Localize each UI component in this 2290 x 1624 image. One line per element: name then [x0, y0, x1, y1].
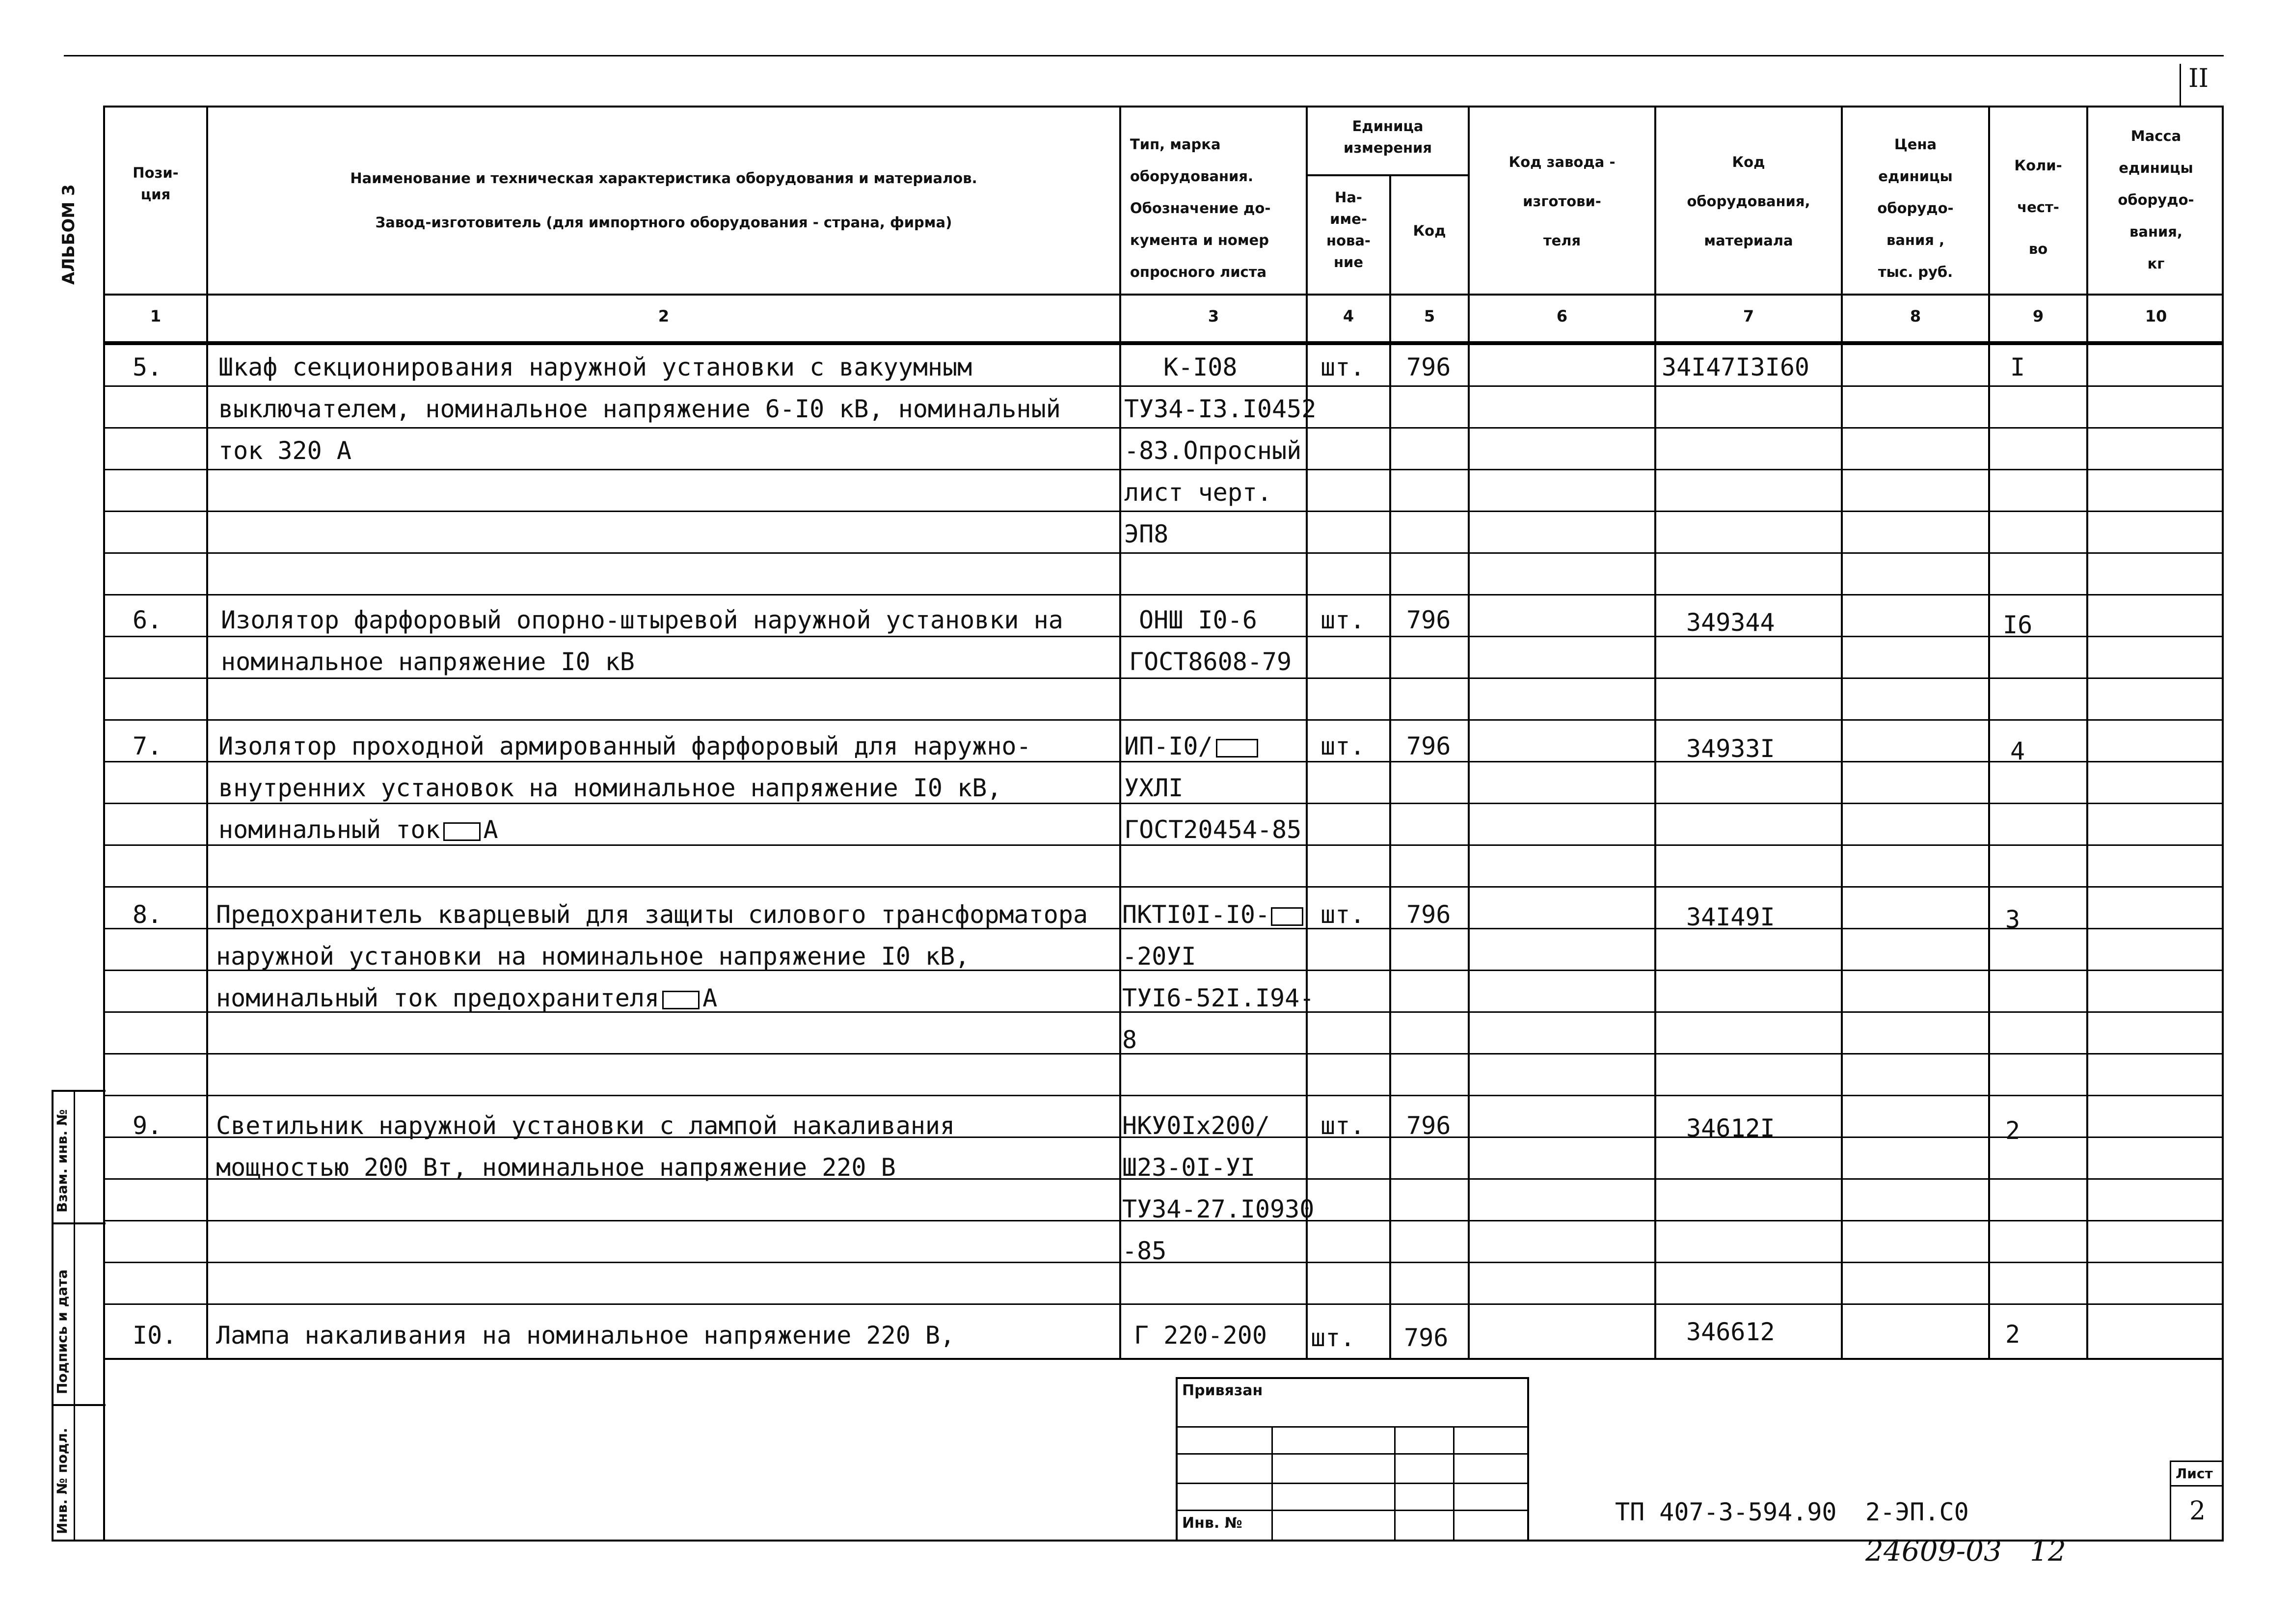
- name-7-line3: [218, 815, 498, 844]
- name-5-line3: ток 320 А: [218, 436, 351, 465]
- header-factory: Код завода - изготови- теля: [1509, 154, 1616, 249]
- row-line: [103, 844, 2224, 846]
- stamp-line: [1176, 1426, 1529, 1428]
- type-9-line4: -85: [1122, 1237, 1167, 1265]
- col-number: 1: [150, 307, 162, 325]
- row-line: [103, 427, 2224, 429]
- type-7-line2: УХЛI: [1124, 774, 1184, 802]
- side-stamp-hline: [52, 1222, 106, 1224]
- type-8-line4: 8: [1122, 1026, 1137, 1054]
- name-5-line1: Шкаф секционирования наружной установки с вакуумным: [218, 353, 972, 381]
- header-pos: Пози- ция: [133, 164, 179, 203]
- code-6: 796: [1406, 606, 1451, 634]
- unit-5: шт.: [1320, 353, 1365, 381]
- unit-8: шт.: [1320, 900, 1365, 929]
- pos-10: I0.: [133, 1321, 177, 1350]
- unit-sub-line: [1306, 174, 1470, 176]
- sheet-label: Лист: [2176, 1465, 2213, 1482]
- stamp-line: [1176, 1453, 1529, 1455]
- header-qty: Коли- чест- во: [2014, 157, 2062, 257]
- row-line: [103, 1095, 2224, 1096]
- sheet-box-mid: [2170, 1485, 2224, 1487]
- name-7-line1: Изолятор проходной армированный фарфоровый для наружно-: [218, 732, 1031, 760]
- pos-7: 7.: [133, 732, 162, 760]
- type-5-line1: К-I08: [1163, 353, 1238, 381]
- stamp-line: [1176, 1483, 1529, 1484]
- header-unit-name: На- име- нова- ние: [1326, 189, 1371, 271]
- row-line: [103, 385, 2224, 387]
- stamp-vline: [1271, 1426, 1273, 1542]
- blank-value-box: [1271, 907, 1303, 926]
- album-label: АЛЬБОМ 3: [59, 184, 79, 285]
- code-5: 796: [1406, 353, 1451, 381]
- side-stamp-hline: [52, 1404, 106, 1406]
- row-line: [103, 1053, 2224, 1055]
- name-7-current-label: номинальный ток: [218, 815, 440, 844]
- sheet-box-left: [2170, 1461, 2171, 1542]
- code-9: 796: [1406, 1111, 1451, 1140]
- row-line: [103, 552, 2224, 554]
- type-9-line2: Ш23-0I-УI: [1122, 1153, 1255, 1182]
- type-6-line2: ГОСТ8608-79: [1129, 648, 1292, 676]
- type-5-line4: лист черт.: [1124, 478, 1272, 507]
- equip-5: 34I47I3I60: [1662, 353, 1810, 381]
- blank-value-box: [662, 991, 700, 1009]
- type-5-line3: -83.Опросный: [1124, 436, 1302, 465]
- handwritten-sheet: 12: [2030, 1534, 2066, 1568]
- qty-9: 2: [2005, 1116, 2021, 1145]
- type-5-line2: ТУ34-I3.I0452: [1124, 395, 1317, 423]
- name-9-line1: Светильник наружной установки с лампой накаливания: [216, 1111, 955, 1140]
- qty-10: 2: [2005, 1320, 2021, 1349]
- top-rule: [64, 55, 2224, 56]
- row-line: [103, 719, 2224, 721]
- side-inv-sub: Инв. № подл.: [54, 1428, 70, 1534]
- qty-5: I: [2010, 353, 2025, 381]
- sheet-mark: II: [2188, 64, 2209, 93]
- header-type: Тип, марка оборудования. Обозначение до- кумента и номер опросного листа: [1130, 136, 1271, 280]
- row-line: [103, 636, 2224, 637]
- row-line: [103, 594, 2224, 595]
- unit-6: шт.: [1320, 606, 1365, 634]
- type-9-line3: ТУ34-27.I0930: [1122, 1195, 1315, 1223]
- type-6-line1: ОНШ I0-6: [1139, 606, 1257, 634]
- type-7-text: ИП-I0/: [1124, 732, 1213, 760]
- header-bottom-line: [103, 294, 2224, 296]
- unit-7: шт.: [1320, 732, 1365, 760]
- name-8-line2: наружной установки на номинальное напряжение I0 кВ,: [216, 942, 970, 971]
- col-number: 3: [1208, 307, 1219, 325]
- name-5-line2: выключателем, номинальное напряжение 6-I0 кВ, номинальный: [218, 395, 1061, 423]
- header-name: Наименование и техническая характеристика оборудования и материалов. Завод-изготовитель (для импортного оборудования - страна, фирма): [350, 170, 977, 231]
- type-8-line1: [1122, 900, 1304, 929]
- type-9-line1: НКУ0Iх200/: [1122, 1111, 1270, 1140]
- qty-7: 4: [2010, 737, 2025, 765]
- row-line: [103, 511, 2224, 512]
- col-line: [1389, 174, 1391, 1360]
- row-line: [103, 469, 2224, 470]
- name-6-line2: номинальное напряжение I0 кВ: [221, 648, 635, 676]
- col-number: 2: [658, 307, 670, 325]
- unit-9: шт.: [1320, 1111, 1365, 1140]
- blank-value-box: [1216, 739, 1258, 758]
- type-8-text: ПКТI0I-I0-: [1122, 900, 1270, 929]
- col-number: 9: [2032, 307, 2044, 325]
- col-number: 6: [1556, 307, 1568, 325]
- stamp-line: [1176, 1510, 1529, 1511]
- col-number: 5: [1424, 307, 1435, 325]
- type-5-line5: ЭП8: [1124, 520, 1169, 548]
- equip-10: 346612: [1686, 1318, 1775, 1346]
- col-number: 4: [1343, 307, 1354, 325]
- header-price: Цена единицы оборудо- вания , тыс. руб.: [1877, 136, 1954, 280]
- row-line: [103, 761, 2224, 762]
- stamp-vline: [1394, 1426, 1396, 1542]
- side-sign-date: Подпись и дата: [54, 1269, 70, 1394]
- type-10-line1: Г 220-200: [1134, 1321, 1267, 1350]
- equip-7: 34933I: [1686, 734, 1775, 763]
- name-7-line2: внутренних установок на номинальное напряжение I0 кВ,: [218, 774, 1002, 802]
- code-8: 796: [1406, 900, 1451, 929]
- stamp-bound-label: Привязан: [1182, 1382, 1263, 1399]
- row-line: [103, 1303, 2224, 1305]
- header-unit-code: Код: [1413, 222, 1446, 239]
- code-10: 796: [1404, 1324, 1449, 1352]
- pos-5: 5.: [133, 353, 162, 381]
- sheet-number: 2: [2189, 1496, 2206, 1526]
- name-8-unit: А: [702, 984, 718, 1012]
- stamp-inv-label: Инв. №: [1182, 1515, 1242, 1532]
- type-7-line3: ГОСТ20454-85: [1124, 815, 1302, 844]
- col-numbers-bottom-line: [103, 341, 2224, 345]
- pos-6: 6.: [133, 606, 162, 634]
- equip-6: 349344: [1686, 608, 1775, 637]
- code-7: 796: [1406, 732, 1451, 760]
- name-6-line1: Изолятор фарфоровый опорно-штыревой наружной установки на: [221, 606, 1063, 634]
- sheet-box-top: [2170, 1461, 2224, 1462]
- type-7-line1: [1124, 731, 1261, 761]
- row-line: [103, 677, 2224, 679]
- equip-9: 34612I: [1686, 1114, 1775, 1142]
- header-equip-code: Код оборудования, материала: [1687, 154, 1810, 249]
- name-10-line1: Лампа накаливания на номинальное напряжение 220 В,: [216, 1321, 955, 1350]
- side-replace-inv: Взам. инв. №: [54, 1109, 70, 1213]
- header-unit-group: Единица измерения: [1344, 118, 1432, 156]
- col-number: 8: [1910, 307, 1921, 325]
- designation: ТП 407-3-594.90: [1615, 1498, 1837, 1526]
- pos-8: 8.: [133, 900, 162, 929]
- type-8-line3: ТУI6-52I.I94-: [1122, 984, 1315, 1012]
- blank-value-box: [443, 822, 481, 841]
- equip-8: 34I49I: [1686, 903, 1775, 931]
- handwritten-number: 24609-03: [1865, 1534, 2002, 1568]
- header-mass: Масса единицы оборудо- вания, кг: [2118, 128, 2194, 272]
- name-7-unit: А: [483, 815, 498, 844]
- name-9-line2: мощностью 200 Вт, номинальное напряжение 220 В: [216, 1153, 896, 1182]
- stamp-vline: [1453, 1426, 1455, 1542]
- name-8-current-label: номинальный ток предохранителя: [216, 984, 660, 1012]
- row-line: [103, 803, 2224, 804]
- qty-6: I6: [2003, 611, 2033, 639]
- doc-code: 2-ЭП.С0: [1865, 1498, 1969, 1526]
- name-8-line1: Предохранитель кварцевый для защиты силового трансформатора: [216, 900, 1088, 929]
- type-8-line2: -20УI: [1122, 942, 1196, 971]
- col-number: 10: [2145, 307, 2167, 325]
- sheet-mark-divider: [2180, 64, 2181, 106]
- name-8-line3: [216, 983, 717, 1013]
- unit-10: шт.: [1311, 1324, 1355, 1352]
- row-line: [103, 886, 2224, 888]
- pos-9: 9.: [133, 1111, 162, 1140]
- side-stamp-vline: [74, 1090, 75, 1542]
- qty-8: 3: [2005, 905, 2021, 934]
- col-number: 7: [1743, 307, 1754, 325]
